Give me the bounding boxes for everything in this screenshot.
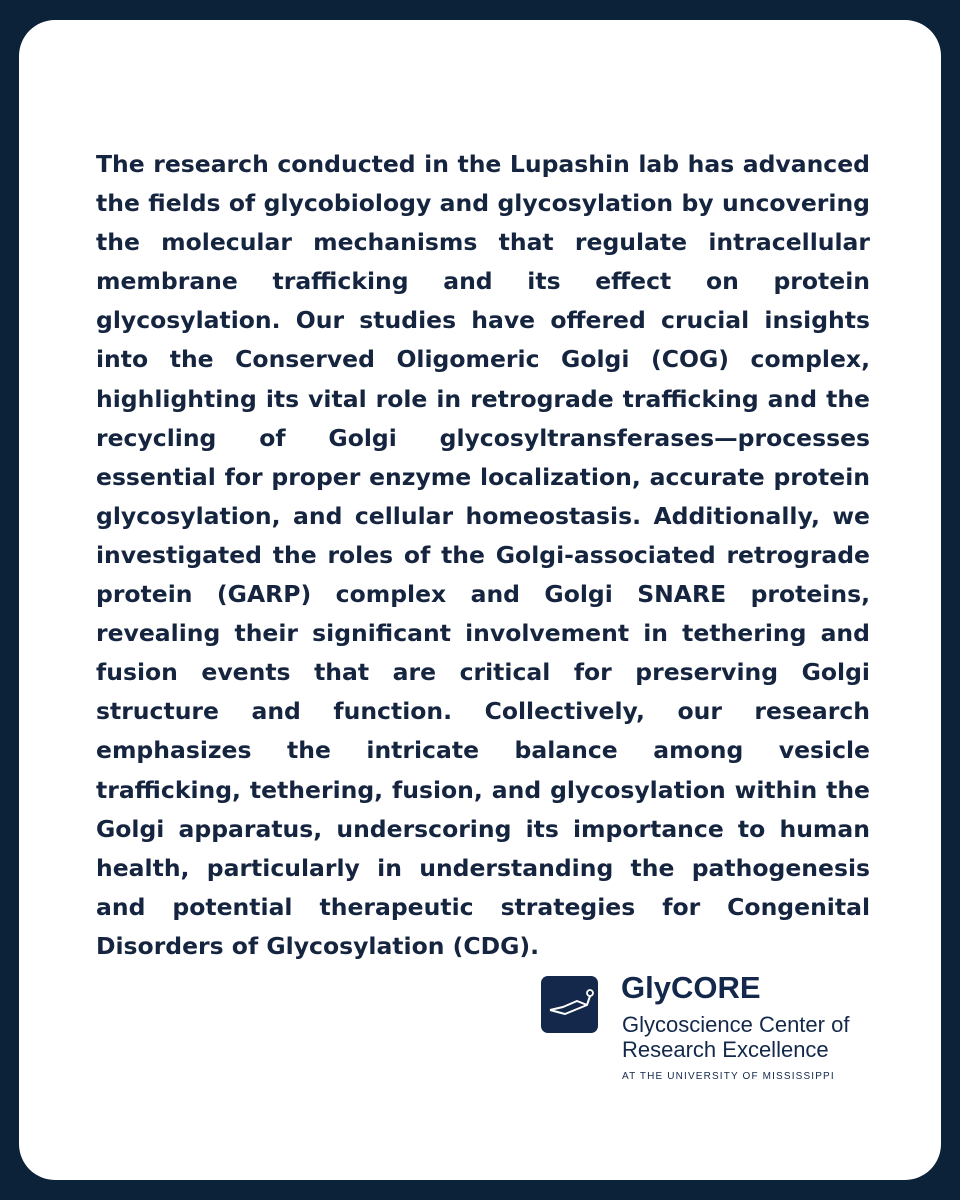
brand-name: GlyCORE bbox=[621, 970, 761, 1005]
glycore-logo bbox=[541, 970, 881, 1085]
brand-full-name: Glycoscience Center of Research Excellence bbox=[622, 1012, 850, 1062]
body-paragraph: The research conducted in the Lupashin lab has advanced the fields of glycobiology and glycosylation by uncovering the molecular mechanisms that regulate intracellular membrane trafficking and its effect on protein glycosylation. Our studies have offered crucial insights into the Conserved Oligomeric Golgi (COG) complex, highlighting its vital role in retrograde trafficking and the recycling of Golgi glycosyltransferases—processes essential for proper enzyme localization, accurate protein glycosylation, and cellular homeostasis. Additionally, we investigated the roles of the Golgi-associated retrograde protein (GARP) complex and Golgi SNARE proteins, revealing their significant involvement in tethering and fusion events that are critical for preserving Golgi structure and function. Collectively, our research emphasizes the intricate balance among vesicle trafficking, tethering, fusion, and glycosylation within the Golgi apparatus, underscoring its importance to human health, particularly in understanding the pathogenesis and potential therapeutic strategies for Congenital Disorders of Glycosylation (CDG). bbox=[96, 150, 870, 960]
brand-affiliation: AT THE UNIVERSITY OF MISSISSIPPI bbox=[622, 1071, 835, 1082]
glycan-ring-logo-icon bbox=[541, 976, 598, 1033]
